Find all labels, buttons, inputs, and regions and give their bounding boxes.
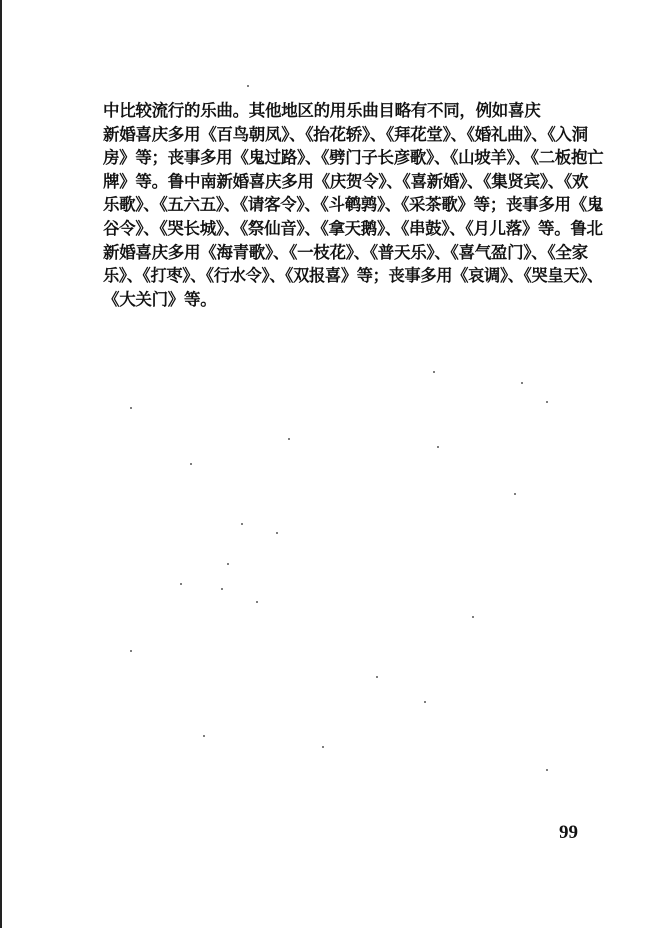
scan-speck	[514, 493, 516, 495]
text-line: 牌》等。鲁中南新婚喜庆多用《庆贺令》、《喜新婚》、《集贤宾》、《欢	[103, 171, 589, 191]
scan-speck	[521, 382, 523, 384]
scan-speck	[203, 735, 205, 737]
scan-speck	[247, 85, 249, 87]
text-line: 谷令》、《哭长城》、《祭仙音》、《拿天鹅》、《串鼓》、《月儿落》等。鲁北	[103, 218, 603, 238]
text-line: 乐歌》、《五六五》、《请客令》、《斗鹌鹑》、《采茶歌》等；丧事多用《鬼	[103, 195, 604, 215]
scan-speck	[546, 769, 548, 771]
scan-speck	[288, 438, 290, 440]
scan-speck	[437, 446, 439, 448]
text-line: 房》等；丧事多用《鬼过路》、《劈门子长彦歌》、《山坡羊》、《二板抱亡	[103, 148, 604, 168]
scan-speck	[276, 532, 278, 534]
scan-speck	[433, 371, 435, 373]
text-line: 新婚喜庆多用《百鸟朝凤》、《抬花轿》、《拜花堂》、《婚礼曲》、《入洞	[103, 124, 588, 144]
scan-speck	[180, 583, 182, 585]
scan-speck	[256, 601, 258, 603]
scan-speck	[546, 401, 548, 403]
scan-speck	[424, 701, 426, 703]
text-line: 《大关门》等。	[103, 289, 217, 309]
scan-speck	[376, 676, 378, 678]
scan-speck	[221, 588, 223, 590]
scan-speck	[322, 746, 324, 748]
body-text	[103, 99, 603, 311]
page-number: 99	[559, 822, 578, 843]
text-line: 乐》、《打枣》、《行水令》、《双报喜》等；丧事多用《哀调》、《哭皇天》、	[103, 266, 603, 286]
scan-speck	[130, 407, 132, 409]
scan-speck	[241, 523, 243, 525]
scan-speck	[227, 563, 229, 565]
text-line: 中比较流行的乐曲。其他地区的用乐曲目略有不同，例如喜庆	[103, 101, 541, 120]
scan-speck	[190, 463, 192, 465]
page-left-edge	[0, 0, 2, 928]
text-line: 新婚喜庆多用《海青歌》、《一枝花》、《普天乐》、《喜气盈门》、《全家	[103, 242, 588, 262]
scan-speck	[130, 650, 132, 652]
scan-speck	[472, 616, 474, 618]
